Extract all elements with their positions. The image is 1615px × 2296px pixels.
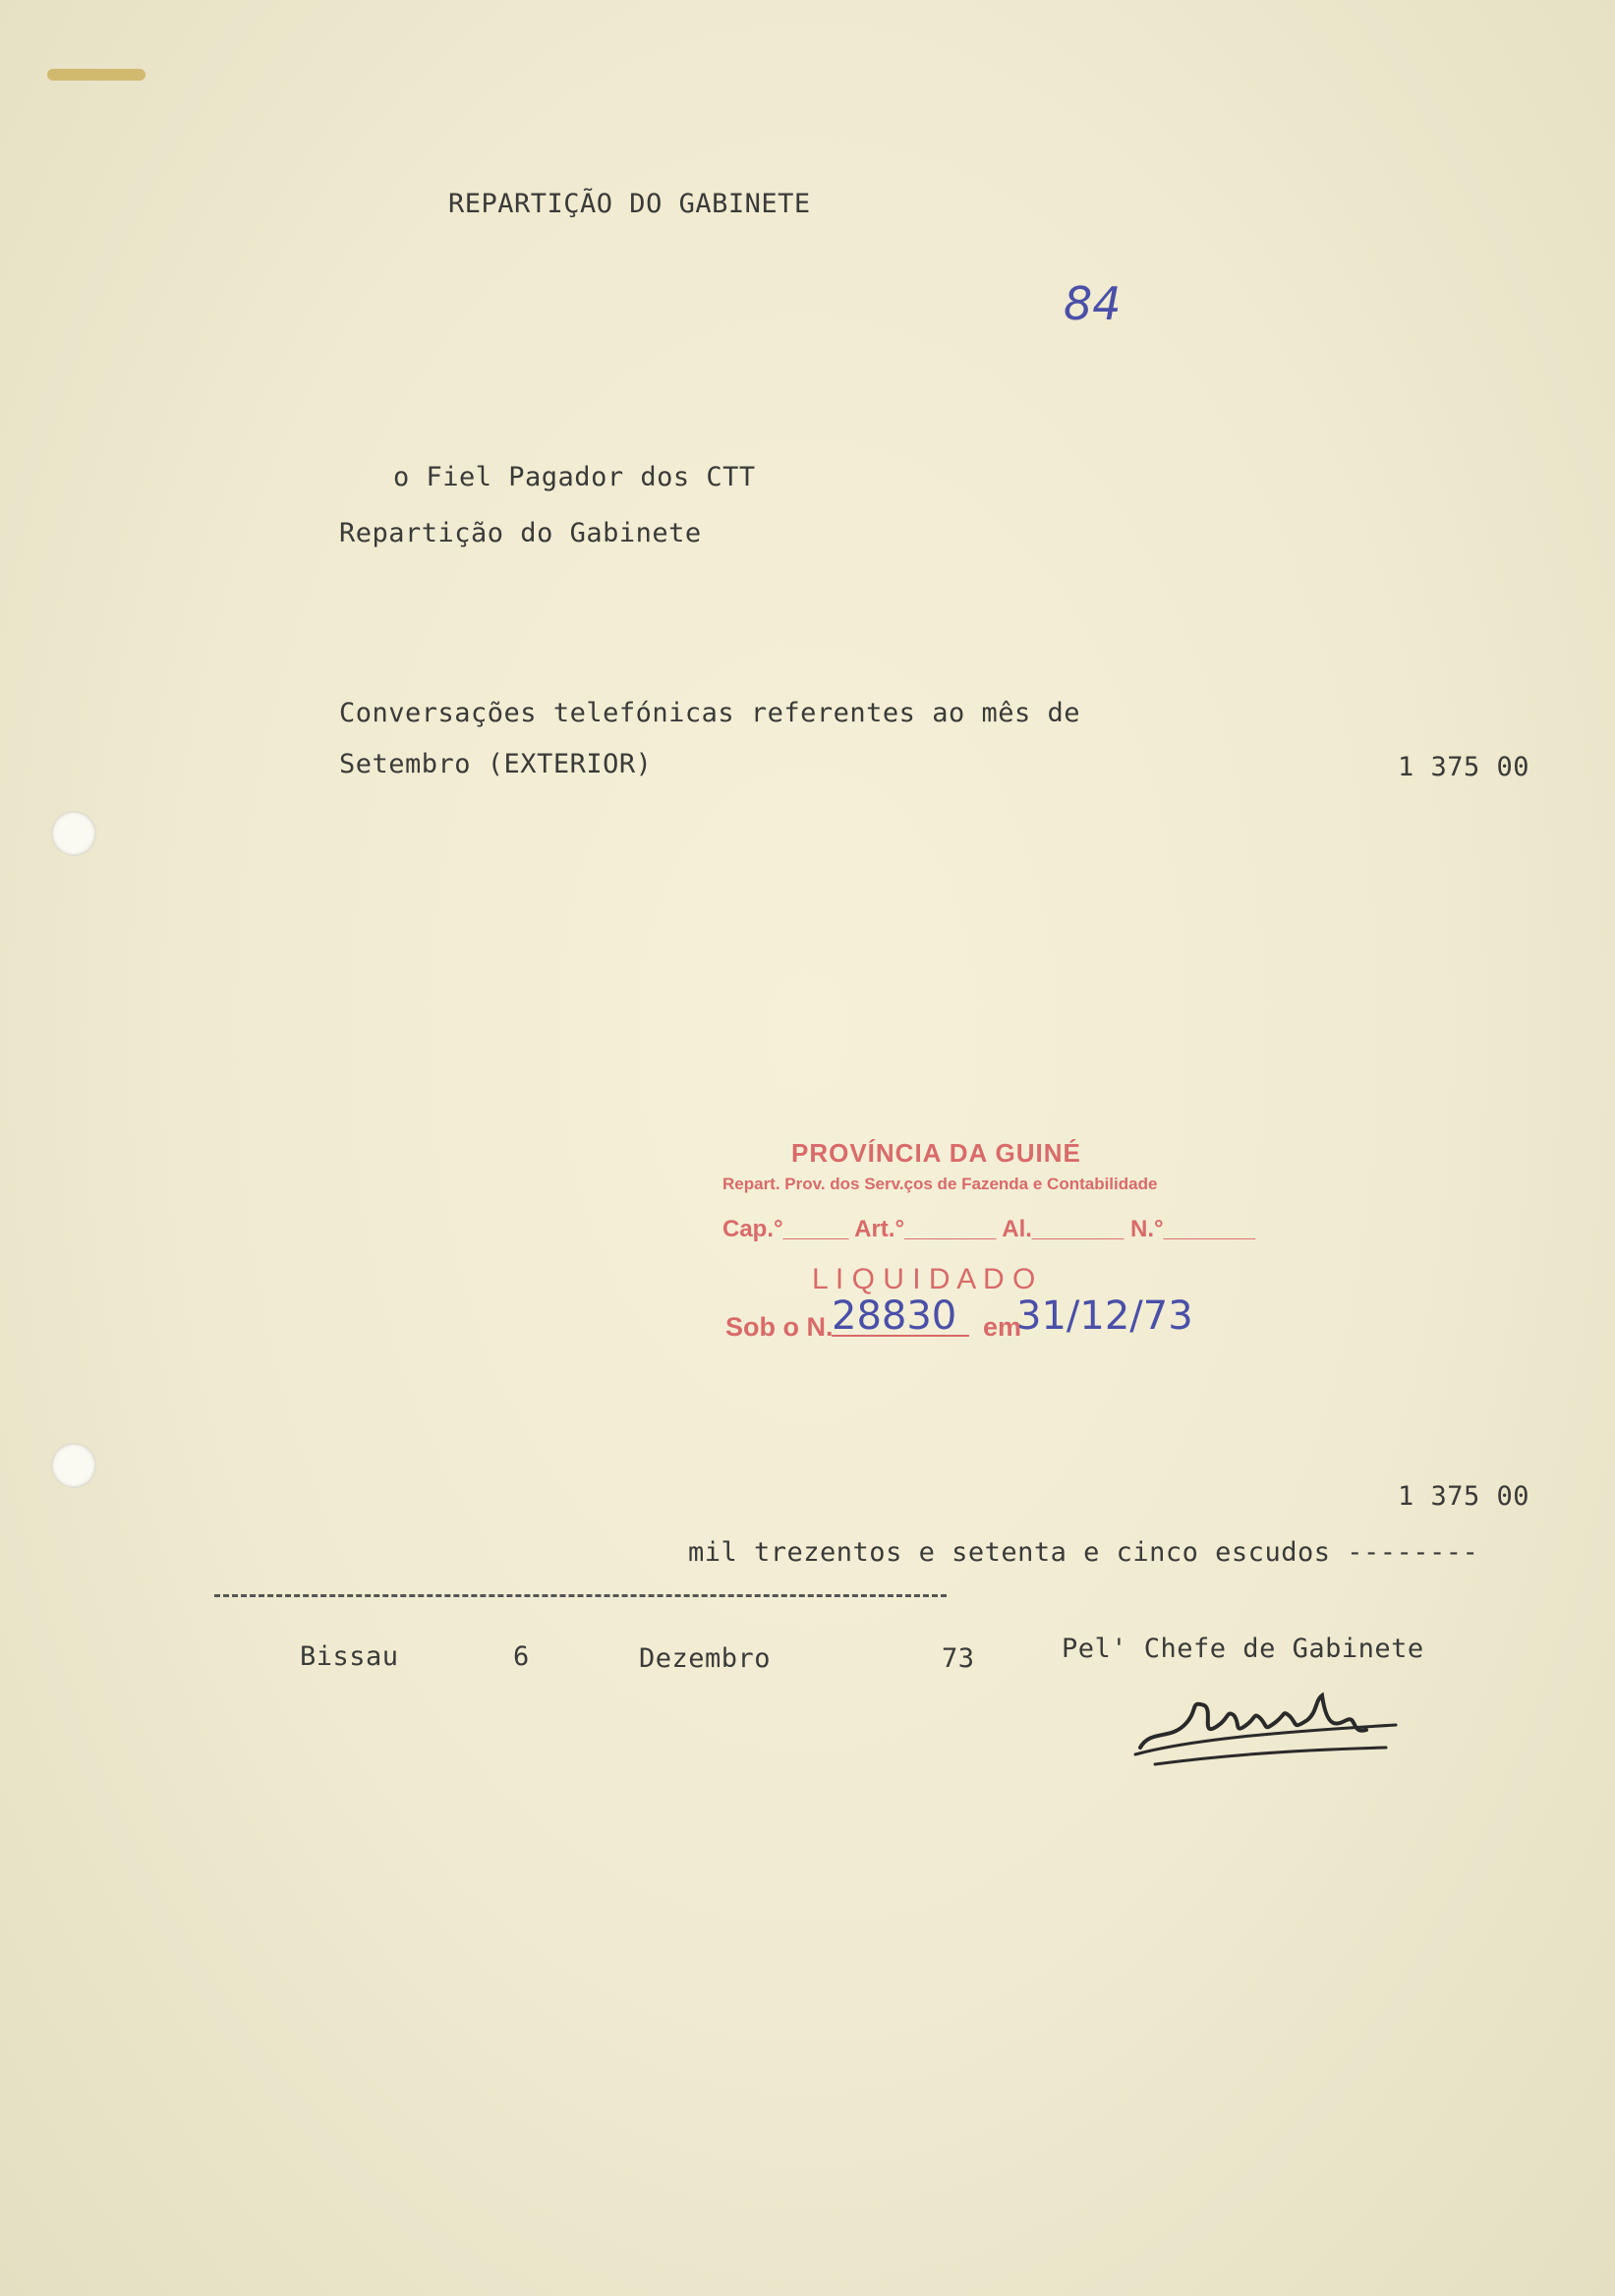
- recipient-line-2: Repartição do Gabinete: [339, 518, 702, 548]
- stamp-em-label: em: [983, 1312, 1022, 1342]
- total-in-words: mil trezentos e setenta e cinco escudos --------: [688, 1537, 1479, 1568]
- stamp-status: L I Q U I D A D O: [812, 1263, 1036, 1295]
- stamp-number-handwritten: 28830: [832, 1293, 957, 1339]
- stamp-sob-label: Sob o N.: [725, 1312, 834, 1342]
- item-description-line-1: Conversações telefónicas referentes ao mês de: [339, 698, 1080, 728]
- stamp-subtitle: Repart. Prov. dos Serv.ços de Fazenda e Contabilidade: [722, 1175, 1158, 1193]
- handwritten-page-number: 84: [1064, 277, 1122, 330]
- punch-hole-bottom: [51, 1443, 96, 1488]
- footer-place: Bissau: [300, 1641, 399, 1672]
- recipient-line-1: o Fiel Pagador dos CTT: [393, 462, 756, 492]
- total-amount: 1 375 00: [1398, 1481, 1530, 1512]
- department-header: REPARTIÇÃO DO GABINETE: [448, 189, 811, 219]
- signature-image: [1130, 1671, 1406, 1769]
- stamp-fields: Cap.°_____ Art.°_______ Al._______ N.°_______: [722, 1216, 1256, 1242]
- footer-month: Dezembro: [639, 1643, 772, 1674]
- footer-signatory: Pel' Chefe de Gabinete: [1062, 1634, 1424, 1664]
- dashed-separator: [214, 1594, 947, 1597]
- footer-day: 6: [513, 1641, 530, 1672]
- item-amount: 1 375 00: [1398, 752, 1530, 782]
- punch-hole-top: [51, 811, 96, 856]
- paper-clip-mark: [47, 69, 145, 81]
- item-description-line-2: Setembro (EXTERIOR): [339, 749, 653, 779]
- stamp-date-handwritten: 31/12/73: [1016, 1293, 1193, 1339]
- footer-year: 73: [942, 1643, 975, 1674]
- stamp-number-underline: [832, 1335, 969, 1337]
- stamp-title: PROVÍNCIA DA GUINÉ: [791, 1138, 1081, 1168]
